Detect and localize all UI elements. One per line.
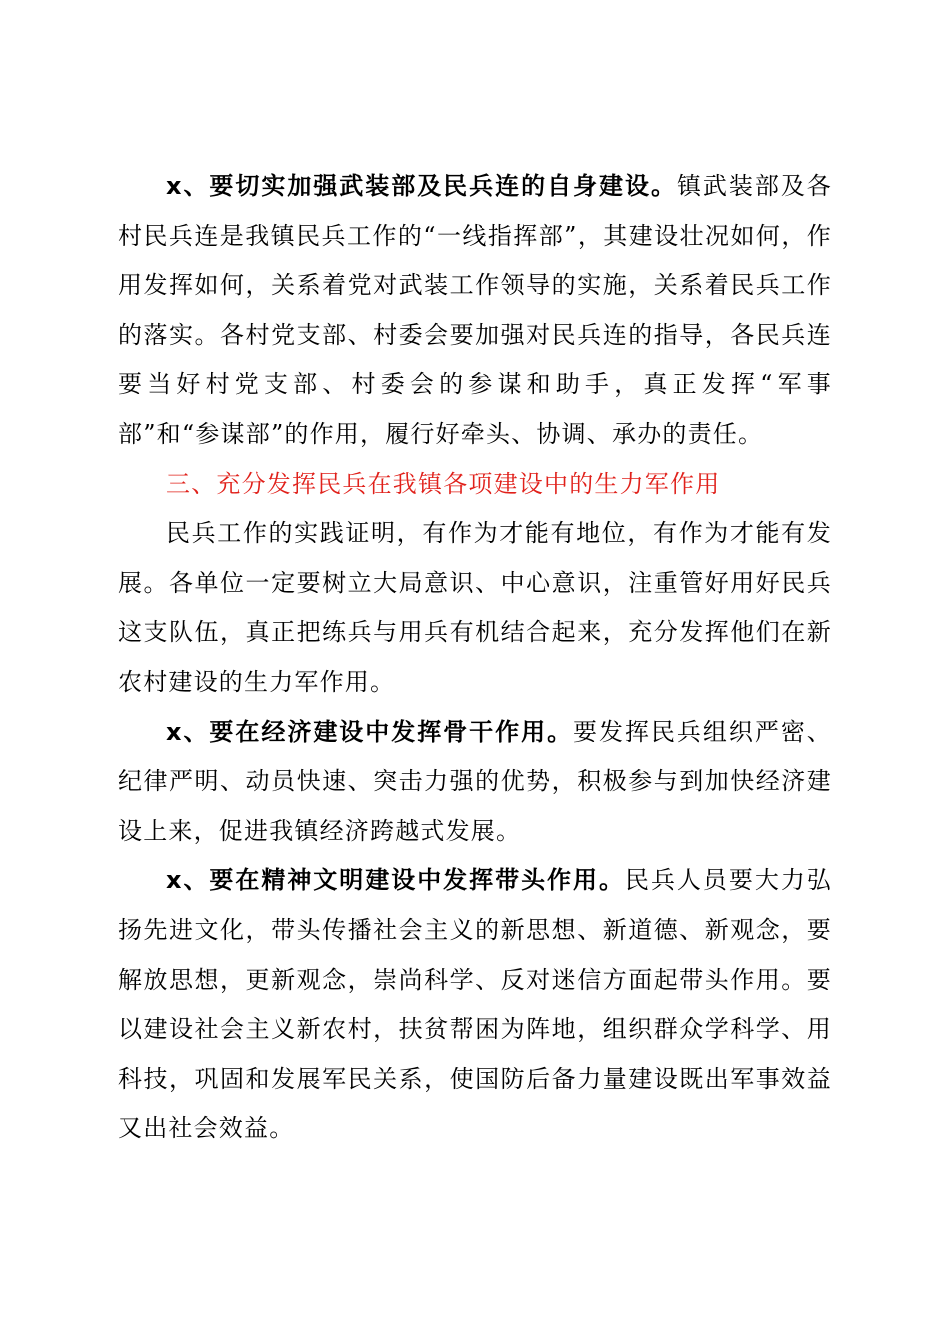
paragraph-lead: x、要在经济建设中发挥骨干作用。 <box>166 717 574 746</box>
paragraph-spiritual-civilization <box>118 856 832 1154</box>
paragraph-lead: x、要在精神文明建设中发挥带头作用。 <box>166 866 625 895</box>
paragraph-body: 要发挥民兵组织严密、纪律严明、动员快速、突击力强的优势，积极参与到加快经济建设上来，促进我镇经济跨越式发展。 <box>118 717 832 845</box>
paragraph-lead: x、要切实加强武装部及民兵连的自身建设。 <box>166 172 677 200</box>
paragraph-militia-practice <box>118 509 832 707</box>
paragraph-body: 民兵人员要大力弘扬先进文化，带头传播社会主义的新思想、新道德、新观念，要解放思想，更新观念，崇尚科学、反对迷信方面起带头作用。要以建设社会主义新农村，扶贫帮困为阵地，组织群众学科学、用科技，巩固和发展军民关系，使国防后备力量建设既出军事效益又出社会效益。 <box>118 866 832 1143</box>
paragraph-body: 镇武装部及各村民兵连是我镇民兵工作的“一线指挥部”，其建设壮况如何，作用发挥如何，关系着党对武装工作领导的实施，关系着民兵工作的落实。各村党支部、村委会要加强对民兵连的指导，各民兵连要当好村党支部、村委会的参谋和助手，真正发挥“军事部”和“参谋部”的作用，履行好牵头、协调、承办的责任。 <box>118 172 832 448</box>
paragraph-armed-forces-construction <box>118 162 832 460</box>
document-page <box>118 162 832 1154</box>
paragraph-body: 民兵工作的实践证明，有作为才能有地位，有作为才能有发展。各单位一定要树立大局意识、中心意识，注重管好用好民兵这支队伍，真正把练兵与用兵有机结合起来，充分发挥他们在新农村建设的生力军作用。 <box>118 519 832 696</box>
paragraph-economic-construction <box>118 708 832 857</box>
section-heading: 三、充分发挥民兵在我镇各项建设中的生力军作用 <box>166 469 721 498</box>
